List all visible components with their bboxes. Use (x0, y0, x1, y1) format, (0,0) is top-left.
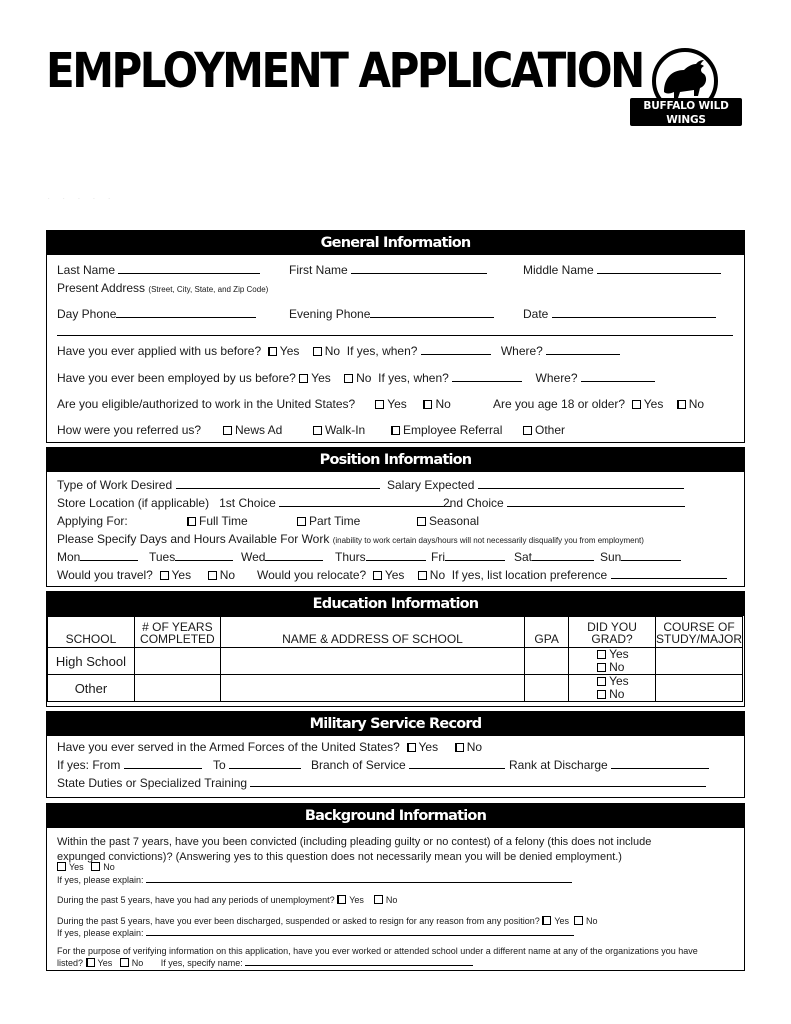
tues-field[interactable] (175, 550, 233, 561)
course-cell[interactable] (655, 648, 742, 675)
referred-label: How were you referred us? (57, 423, 202, 437)
no-label: No (586, 916, 598, 926)
full-time-option (187, 514, 248, 528)
relocate-no-checkbox[interactable] (418, 571, 427, 580)
salary-row (387, 478, 684, 492)
col-school-label: SCHOOL (65, 632, 117, 646)
different-name-question-l2: listed? (57, 958, 84, 968)
unemployment-row (57, 895, 397, 906)
explain-label: If yes, please explain: (57, 875, 144, 885)
yes-label: Yes (311, 371, 331, 385)
last-name-label: Last Name (57, 263, 116, 277)
ref-employee-label: Employee Referral (403, 423, 503, 437)
part-time-checkbox[interactable] (297, 517, 306, 526)
col-gpa-label: GPA (534, 632, 559, 646)
different-name-row (57, 957, 473, 969)
different-name-no-checkbox[interactable] (120, 958, 129, 967)
sun-field[interactable] (621, 550, 681, 561)
second-choice-label: 2nd Choice (443, 496, 504, 510)
served-label: Have you ever served in the Armed Forces of the United States? (57, 740, 400, 754)
unemployment-no-checkbox[interactable] (374, 895, 383, 904)
part-time-label: Part Time (309, 514, 361, 528)
no-label: No (688, 397, 705, 411)
specify-name-label: If yes, specify name: (160, 958, 243, 968)
col-years-l1: # OF YEARS (142, 620, 213, 634)
day-wed (241, 550, 323, 564)
duties-field[interactable] (250, 776, 706, 787)
faint-scan-marks: · · · · · (48, 196, 116, 202)
ref-news-ad-label: News Ad (235, 423, 283, 437)
specify-days-row (57, 532, 644, 548)
day-mon (57, 550, 138, 564)
full-time-checkbox[interactable] (187, 517, 196, 526)
years-cell[interactable] (134, 675, 220, 702)
yes-label: Yes (349, 895, 364, 905)
unemployment-question: During the past 5 years, have you had any periods of unemployment? (57, 895, 335, 905)
day-thurs (335, 550, 426, 564)
no-label: No (385, 895, 398, 905)
seasonal-option (417, 514, 479, 528)
bison-icon (660, 58, 710, 102)
col-course (655, 617, 742, 648)
service-dates-row (57, 758, 202, 772)
day-label: Mon (57, 550, 81, 564)
applied-before-yes-checkbox[interactable] (268, 347, 277, 356)
served-no-checkbox[interactable] (455, 743, 464, 752)
location-pref-label: If yes, list location preference (451, 568, 608, 582)
middle-name-row (523, 263, 721, 277)
applied-where-field[interactable] (546, 344, 620, 355)
served-yes-checkbox[interactable] (407, 743, 416, 752)
table-header-row (48, 617, 743, 648)
grad-yes-checkbox[interactable] (597, 650, 606, 659)
date-field[interactable] (552, 307, 716, 318)
travel-label: Would you travel? (57, 568, 153, 582)
duties-label: State Duties or Specialized Training (57, 776, 248, 790)
col-course-l2: STUDY/MAJOR (655, 632, 742, 646)
military-service-section (46, 711, 745, 798)
day-label: Fri (431, 550, 445, 564)
from-field[interactable] (124, 758, 202, 769)
yes-label: Yes (69, 862, 84, 872)
first-name-label: First Name (289, 263, 348, 277)
education-table (47, 616, 743, 702)
yes-label: Yes (171, 568, 192, 582)
years-cell[interactable] (134, 648, 220, 675)
discharged-no-checkbox[interactable] (574, 916, 583, 925)
no-label: No (435, 397, 451, 411)
evening-phone-label: Evening Phone (289, 307, 371, 321)
eligible-row (57, 397, 451, 411)
specify-days-hint: (inability to work certain days/hours will not necessarily disqualify you from employment) (332, 536, 644, 545)
gpa-cell[interactable] (525, 648, 569, 675)
specify-days-label: Please Specify Days and Hours Available For Work (57, 532, 330, 546)
ref-other-checkbox[interactable] (523, 426, 532, 435)
col-name-address (220, 617, 524, 648)
different-name-question-l1: For the purpose of verifying information on this application, have you ever worked or attended school under a different name at any of the organizations you have (57, 946, 698, 956)
sat-field[interactable] (532, 550, 594, 561)
if-yes-when-label: If yes, when? (346, 344, 418, 358)
wed-field[interactable] (265, 550, 323, 561)
section-header: Military Service Record (47, 712, 744, 736)
day-phone-row (57, 307, 256, 321)
general-information-section (46, 230, 745, 443)
yes-label: Yes (418, 740, 439, 754)
eligible-yes-checkbox[interactable] (375, 400, 384, 409)
first-name-field[interactable] (351, 263, 487, 274)
rank-label: Rank at Discharge (509, 758, 608, 772)
mon-field[interactable] (80, 550, 138, 561)
no-label: No (429, 568, 446, 582)
yes-label: Yes (279, 344, 300, 358)
present-address-row (57, 281, 268, 297)
thurs-field[interactable] (366, 550, 426, 561)
ref-walk-in-checkbox[interactable] (313, 426, 322, 435)
felony-answers (57, 862, 115, 873)
felony-explain-row (57, 874, 572, 886)
rank-row (509, 758, 709, 772)
divider (57, 335, 733, 336)
applied-when-field[interactable] (421, 344, 491, 355)
travel-yes-checkbox[interactable] (160, 571, 169, 580)
day-label: Sat (514, 550, 533, 564)
background-information-section (46, 803, 745, 971)
no-label: No (324, 344, 341, 358)
store-location-label: Store Location (if applicable) (57, 496, 210, 510)
age18-no-checkbox[interactable] (677, 400, 686, 409)
eligible-label: Are you eligible/authorized to work in the United States? (57, 397, 356, 411)
employed-before-row (57, 371, 655, 385)
day-label: Tues (149, 550, 176, 564)
felony-question-l1: Within the past 7 years, have you been convicted (including pleading guilty or no contest) of a felony (this does not include (57, 836, 652, 848)
second-choice-field[interactable] (507, 496, 685, 507)
row-label: High School (48, 648, 135, 675)
type-of-work-label: Type of Work Desired (57, 478, 173, 492)
education-information-section (46, 591, 745, 707)
day-label: Sun (600, 550, 622, 564)
col-grad (569, 617, 656, 648)
location-pref-field[interactable] (611, 568, 727, 579)
employed-before-no-checkbox[interactable] (344, 374, 353, 383)
day-phone-label: Day Phone (57, 307, 117, 321)
to-field[interactable] (229, 758, 301, 769)
no-label: No (356, 371, 372, 385)
ref-employee-checkbox[interactable] (391, 426, 400, 435)
no-label: No (219, 568, 236, 582)
relocate-yes-checkbox[interactable] (373, 571, 382, 580)
employed-where-field[interactable] (581, 371, 655, 382)
eligible-no-checkbox[interactable] (423, 400, 432, 409)
different-name-yes-checkbox[interactable] (86, 958, 95, 967)
no-label: No (609, 687, 625, 701)
first-choice-field[interactable] (279, 496, 451, 507)
type-of-work-field[interactable] (176, 478, 380, 489)
date-row (523, 307, 716, 321)
ref-walk-in-label: Walk-In (325, 423, 366, 437)
branch-field[interactable] (409, 758, 505, 769)
salary-field[interactable] (478, 478, 684, 489)
col-gpa (525, 617, 569, 648)
course-cell[interactable] (655, 675, 742, 702)
position-information-section (46, 447, 745, 587)
middle-name-field[interactable] (597, 263, 721, 274)
last-name-field[interactable] (118, 263, 260, 274)
day-label: Wed (241, 550, 266, 564)
col-grad-l1: DID YOU (587, 620, 637, 634)
discharged-explain-row (57, 927, 574, 939)
day-sun (600, 550, 681, 564)
to-row (213, 758, 301, 772)
logo-brand-text: BUFFALO WILD WINGS (643, 100, 729, 126)
to-label: To (213, 758, 226, 772)
age18-label: Are you age 18 or older? (493, 397, 626, 411)
col-years (134, 617, 220, 648)
middle-name-label: Middle Name (523, 263, 594, 277)
evening-phone-field[interactable] (370, 307, 494, 318)
col-course-l1: COURSE OF (663, 620, 735, 634)
duties-row (57, 776, 706, 790)
discharged-yes-checkbox[interactable] (542, 916, 551, 925)
branch-row (311, 758, 505, 772)
felony-question-l2: expunged convictions)? (Answering yes to this question does not necessarily mean you will be denied employment.) (57, 851, 622, 863)
ref-news-ad-checkbox[interactable] (223, 426, 232, 435)
branch-label: Branch of Service (311, 758, 406, 772)
travel-row (57, 568, 235, 582)
where-label: Where? (535, 371, 578, 385)
store-location-row (57, 496, 451, 510)
type-of-work-row (57, 478, 380, 492)
gpa-cell[interactable] (525, 675, 569, 702)
discharged-row (57, 916, 598, 927)
table-row (48, 648, 743, 675)
yes-label: Yes (97, 958, 113, 968)
page-title: EMPLOYMENT APPLICATION (46, 42, 643, 99)
name-address-cell[interactable] (220, 648, 524, 675)
yes-label: Yes (609, 674, 629, 688)
age18-row (493, 397, 704, 411)
from-label: If yes: From (57, 758, 121, 772)
grad-cell (569, 648, 656, 675)
logo-subtitle-text: GRILL & BAR (660, 127, 712, 136)
ref-news-ad (223, 423, 282, 437)
employed-when-field[interactable] (452, 371, 522, 382)
yes-label: Yes (609, 647, 629, 661)
ref-other (523, 423, 565, 437)
seasonal-label: Seasonal (429, 514, 480, 528)
ref-employee (391, 423, 502, 437)
full-time-label: Full Time (199, 514, 248, 528)
no-label: No (103, 862, 115, 872)
last-name-row (57, 263, 260, 277)
section-header: Education Information (47, 592, 744, 616)
col-school (48, 617, 135, 648)
unemployment-yes-checkbox[interactable] (337, 895, 346, 904)
applied-before-no-checkbox[interactable] (313, 347, 322, 356)
employed-before-label: Have you ever been employed by us before? (57, 371, 296, 385)
first-name-row (289, 263, 487, 277)
section-header: Position Information (47, 448, 744, 472)
applied-before-row (57, 344, 620, 358)
relocate-row (257, 568, 727, 582)
where-label: Where? (500, 344, 543, 358)
if-yes-when-label: If yes, when? (378, 371, 449, 385)
grad-no-checkbox[interactable] (597, 690, 606, 699)
part-time-option (297, 514, 360, 528)
first-choice-label: 1st Choice (219, 496, 276, 510)
ref-walk-in (313, 423, 365, 437)
explain-label: If yes, please explain: (57, 928, 144, 938)
evening-phone-row (289, 307, 494, 321)
day-phone-field[interactable] (116, 307, 256, 318)
no-label: No (131, 958, 144, 968)
col-name-address-label: NAME & ADDRESS OF SCHOOL (282, 632, 463, 646)
date-label: Date (523, 307, 549, 321)
felony-no-checkbox[interactable] (91, 862, 100, 871)
employed-before-yes-checkbox[interactable] (299, 374, 308, 383)
second-choice-row (443, 496, 685, 510)
rank-field[interactable] (611, 758, 709, 769)
section-header: Background Information (47, 804, 744, 828)
section-header: General Information (47, 231, 744, 255)
felony-explain-field[interactable] (146, 874, 572, 883)
yes-label: Yes (384, 568, 405, 582)
name-address-cell[interactable] (220, 675, 524, 702)
travel-no-checkbox[interactable] (208, 571, 217, 580)
relocate-label: Would you relocate? (257, 568, 367, 582)
logo-banner (630, 98, 742, 136)
applied-before-label: Have you ever applied with us before? (57, 344, 262, 358)
yes-label: Yes (554, 916, 569, 926)
served-row (57, 740, 482, 754)
salary-label: Salary Expected (387, 478, 475, 492)
seasonal-checkbox[interactable] (417, 517, 426, 526)
present-address-hint: (Street, City, State, and Zip Code) (148, 285, 269, 294)
col-years-l2: COMPLETED (140, 632, 215, 646)
discharged-explain-field[interactable] (146, 927, 574, 936)
fri-field[interactable] (445, 550, 505, 561)
no-label: No (466, 740, 483, 754)
table-row (48, 675, 743, 702)
discharged-question: During the past 5 years, have you ever been discharged, suspended or asked to resign for any reason from any position? (57, 916, 540, 926)
applying-for-label: Applying For: (57, 514, 128, 528)
specify-name-field[interactable] (245, 957, 473, 966)
felony-yes-checkbox[interactable] (57, 862, 66, 871)
day-fri (431, 550, 505, 564)
no-label: No (609, 660, 625, 674)
yes-label: Yes (643, 397, 664, 411)
ref-other-label: Other (535, 423, 566, 437)
company-logo (630, 46, 742, 136)
day-tues (149, 550, 233, 564)
grad-no-checkbox[interactable] (597, 663, 606, 672)
grad-cell (569, 675, 656, 702)
present-address-label: Present Address (57, 281, 146, 295)
day-sat (514, 550, 594, 564)
day-label: Thurs (335, 550, 366, 564)
col-grad-l2: GRAD? (591, 632, 633, 646)
age18-yes-checkbox[interactable] (632, 400, 641, 409)
row-label: Other (48, 675, 135, 702)
yes-label: Yes (387, 397, 407, 411)
grad-yes-checkbox[interactable] (597, 677, 606, 686)
